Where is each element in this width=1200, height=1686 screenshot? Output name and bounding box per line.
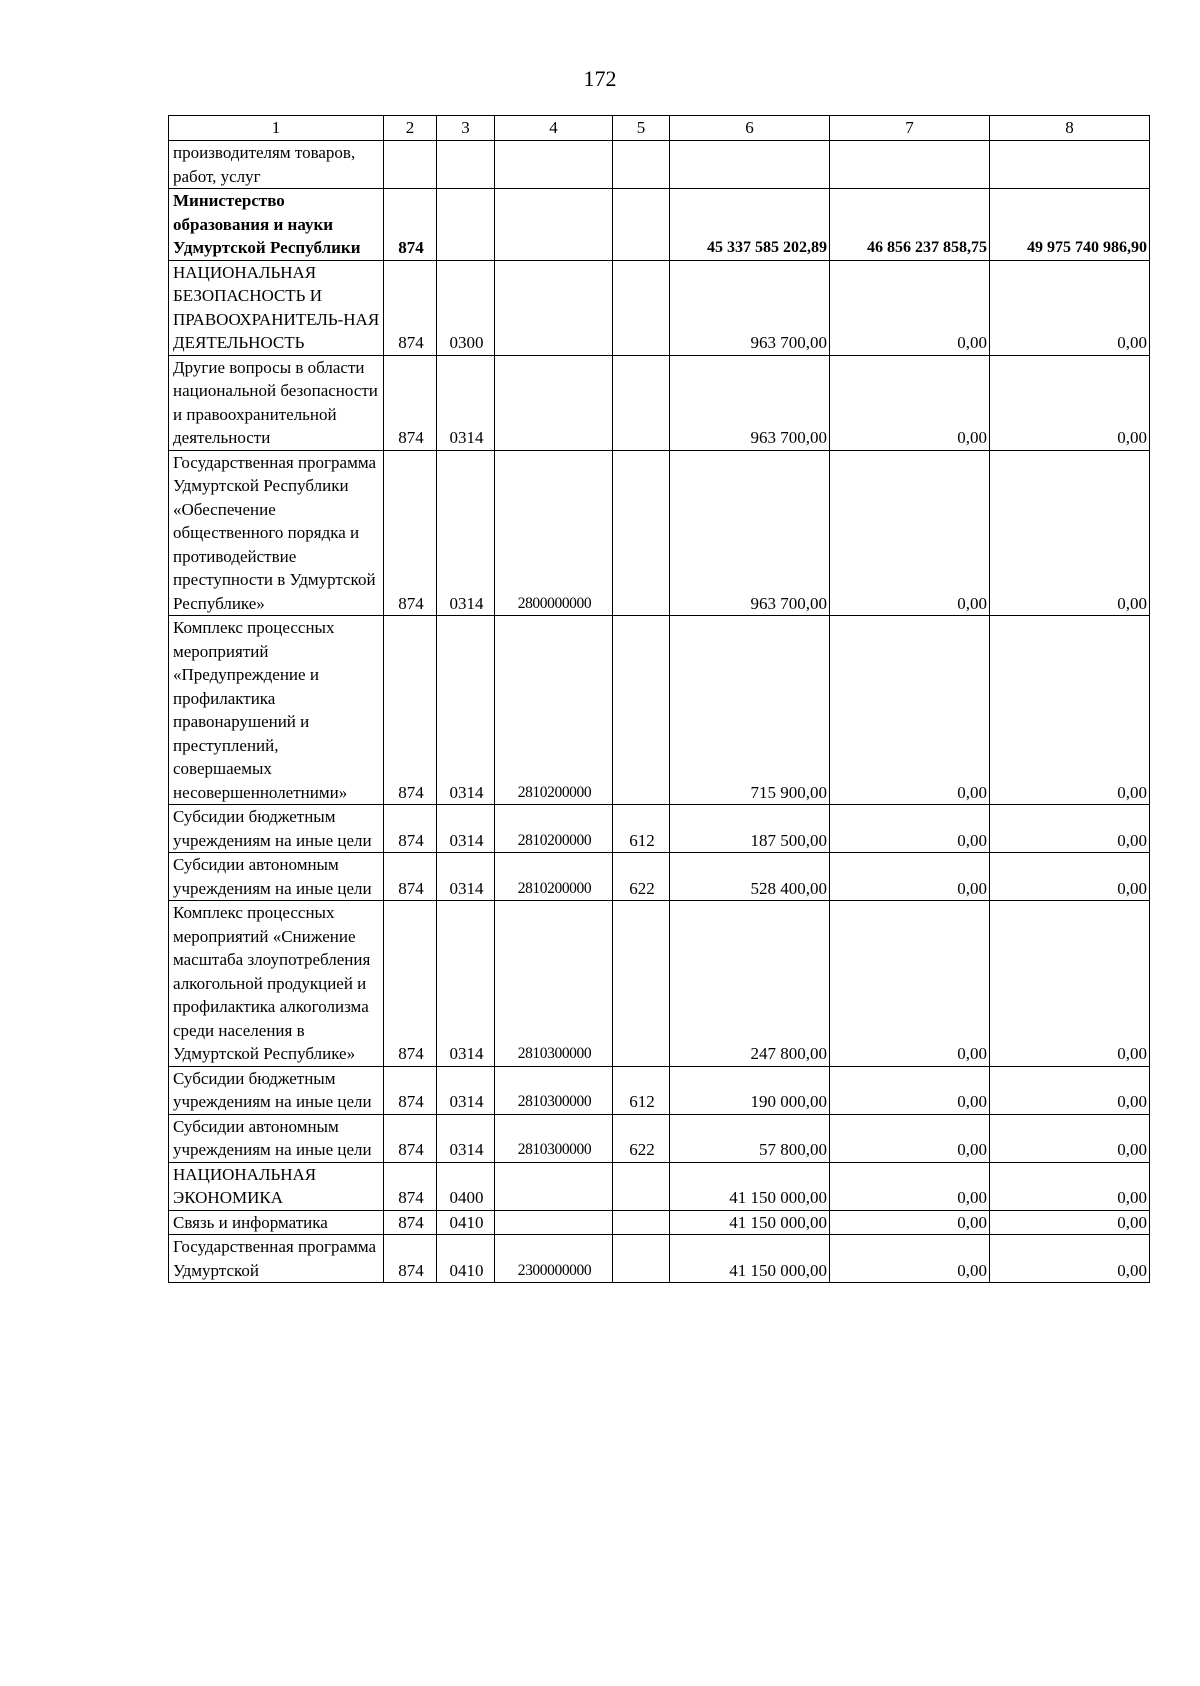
- ministry-code-cell: [384, 141, 437, 189]
- ministry-code-cell: 874: [384, 355, 437, 450]
- name-cell: Субсидии автономным учреждениям на иные цели: [169, 853, 384, 901]
- target-article-cell: 2810200000: [495, 853, 613, 901]
- amount-col7-cell: 0,00: [830, 1066, 990, 1114]
- name-cell: Субсидии бюджетным учреждениям на иные цели: [169, 805, 384, 853]
- amount-col6-cell: 41 150 000,00: [670, 1235, 830, 1283]
- target-article-cell: [495, 141, 613, 189]
- target-article-cell: [495, 189, 613, 261]
- amount-col6-cell: 190 000,00: [670, 1066, 830, 1114]
- amount-col7-cell: 0,00: [830, 1162, 990, 1210]
- amount-col7-cell: [830, 141, 990, 189]
- amount-col8-cell: 0,00: [990, 260, 1150, 355]
- ministry-code-cell: 874: [384, 189, 437, 261]
- amount-col7-cell: 0,00: [830, 260, 990, 355]
- page-number: 172: [583, 66, 617, 91]
- name-cell: Субсидии бюджетным учреждениям на иные цели: [169, 1066, 384, 1114]
- table-row: [169, 901, 1150, 1067]
- section-code-cell: 0314: [437, 1114, 495, 1162]
- ministry-code-cell: 874: [384, 1210, 437, 1235]
- target-article-cell: [495, 355, 613, 450]
- amount-col8-cell: 0,00: [990, 901, 1150, 1067]
- amount-col6-cell: 247 800,00: [670, 901, 830, 1067]
- expense-type-cell: [613, 141, 670, 189]
- target-article-cell: 2810200000: [495, 805, 613, 853]
- ministry-code-cell: 874: [384, 1162, 437, 1210]
- amount-col6-cell: 57 800,00: [670, 1114, 830, 1162]
- expense-type-cell: 622: [613, 853, 670, 901]
- expense-type-cell: [613, 616, 670, 805]
- amount-col8-cell: 0,00: [990, 1066, 1150, 1114]
- column-header: 2: [384, 116, 437, 141]
- ministry-code-cell: 874: [384, 1114, 437, 1162]
- target-article-cell: 2800000000: [495, 450, 613, 616]
- expense-type-cell: 612: [613, 805, 670, 853]
- table-row: [169, 616, 1150, 805]
- amount-col7-cell: 0,00: [830, 1114, 990, 1162]
- expense-type-cell: [613, 355, 670, 450]
- amount-col6-cell: 41 150 000,00: [670, 1210, 830, 1235]
- name-cell: Связь и информатика: [169, 1210, 384, 1235]
- amount-col7-cell: 0,00: [830, 355, 990, 450]
- name-cell: Другие вопросы в области национальной безопасности и правоохранительной деятельности: [169, 355, 384, 450]
- section-code-cell: 0410: [437, 1235, 495, 1283]
- section-code-cell: 0410: [437, 1210, 495, 1235]
- ministry-code-cell: 874: [384, 805, 437, 853]
- table-row: [169, 853, 1150, 901]
- amount-col6-cell: 45 337 585 202,89: [670, 189, 830, 261]
- expense-type-cell: [613, 260, 670, 355]
- section-code-cell: 0314: [437, 616, 495, 805]
- amount-col7-cell: 0,00: [830, 1235, 990, 1283]
- amount-col8-cell: 0,00: [990, 853, 1150, 901]
- amount-col7-cell: 0,00: [830, 616, 990, 805]
- amount-col6-cell: 963 700,00: [670, 260, 830, 355]
- table-row: [169, 1114, 1150, 1162]
- amount-col8-cell: 0,00: [990, 1235, 1150, 1283]
- table-row: [169, 450, 1150, 616]
- expense-type-cell: 622: [613, 1114, 670, 1162]
- target-article-cell: 2810300000: [495, 901, 613, 1067]
- column-header: 5: [613, 116, 670, 141]
- table-row: [169, 141, 1150, 189]
- table-row: [169, 189, 1150, 261]
- amount-col8-cell: 0,00: [990, 616, 1150, 805]
- target-article-cell: 2810200000: [495, 616, 613, 805]
- column-header: 7: [830, 116, 990, 141]
- table-row: [169, 1162, 1150, 1210]
- amount-col7-cell: 0,00: [830, 853, 990, 901]
- ministry-code-cell: 874: [384, 450, 437, 616]
- target-article-cell: 2300000000: [495, 1235, 613, 1283]
- name-cell: НАЦИОНАЛЬНАЯ БЕЗОПАСНОСТЬ И ПРАВООХРАНИТЕЛЬ-НАЯ ДЕЯТЕЛЬНОСТЬ: [169, 260, 384, 355]
- expense-type-cell: [613, 1210, 670, 1235]
- column-header: 6: [670, 116, 830, 141]
- ministry-code-cell: 874: [384, 1235, 437, 1283]
- name-cell: Субсидии автономным учреждениям на иные цели: [169, 1114, 384, 1162]
- section-code-cell: [437, 189, 495, 261]
- section-code-cell: 0314: [437, 901, 495, 1067]
- amount-col7-cell: 0,00: [830, 805, 990, 853]
- amount-col8-cell: 49 975 740 986,90: [990, 189, 1150, 261]
- amount-col8-cell: [990, 141, 1150, 189]
- target-article-cell: [495, 1162, 613, 1210]
- section-code-cell: 0314: [437, 355, 495, 450]
- expense-type-cell: 612: [613, 1066, 670, 1114]
- section-code-cell: 0300: [437, 260, 495, 355]
- table-row: [169, 1210, 1150, 1235]
- expense-type-cell: [613, 1235, 670, 1283]
- name-cell: Государственная программа Удмуртской Республики «Обеспечение общественного порядка и противодействие преступности в Удмуртской Республике»: [169, 450, 384, 616]
- table-row: [169, 260, 1150, 355]
- amount-col6-cell: 187 500,00: [670, 805, 830, 853]
- section-code-cell: [437, 141, 495, 189]
- amount-col8-cell: 0,00: [990, 1114, 1150, 1162]
- name-cell: НАЦИОНАЛЬНАЯ ЭКОНОМИКА: [169, 1162, 384, 1210]
- budget-table: [168, 115, 1150, 1283]
- column-header: 8: [990, 116, 1150, 141]
- ministry-code-cell: 874: [384, 1066, 437, 1114]
- table-row: [169, 1066, 1150, 1114]
- column-header: 3: [437, 116, 495, 141]
- amount-col8-cell: 0,00: [990, 1210, 1150, 1235]
- table-body: [169, 141, 1150, 1283]
- amount-col6-cell: 963 700,00: [670, 355, 830, 450]
- section-code-cell: 0314: [437, 853, 495, 901]
- column-header: 1: [169, 116, 384, 141]
- column-number-header: [169, 116, 1150, 141]
- expense-type-cell: [613, 189, 670, 261]
- name-cell: Комплекс процессных мероприятий «Предупреждение и профилактика правонарушений и преступлений, совершаемых несовершеннолетними»: [169, 616, 384, 805]
- name-cell: производителям товаров, работ, услуг: [169, 141, 384, 189]
- target-article-cell: 2810300000: [495, 1066, 613, 1114]
- section-code-cell: 0314: [437, 450, 495, 616]
- name-cell: Министерство образования и науки Удмуртской Республики: [169, 189, 384, 261]
- amount-col7-cell: 0,00: [830, 901, 990, 1067]
- amount-col6-cell: 528 400,00: [670, 853, 830, 901]
- ministry-code-cell: 874: [384, 853, 437, 901]
- table-row: [169, 1235, 1150, 1283]
- amount-col8-cell: 0,00: [990, 355, 1150, 450]
- amount-col7-cell: 0,00: [830, 1210, 990, 1235]
- amount-col6-cell: 715 900,00: [670, 616, 830, 805]
- section-code-cell: 0314: [437, 805, 495, 853]
- column-header: 4: [495, 116, 613, 141]
- section-code-cell: 0314: [437, 1066, 495, 1114]
- expense-type-cell: [613, 450, 670, 616]
- expense-type-cell: [613, 1162, 670, 1210]
- amount-col6-cell: 41 150 000,00: [670, 1162, 830, 1210]
- expense-type-cell: [613, 901, 670, 1067]
- amount-col8-cell: 0,00: [990, 805, 1150, 853]
- table-row: [169, 355, 1150, 450]
- amount-col8-cell: 0,00: [990, 1162, 1150, 1210]
- name-cell: Комплекс процессных мероприятий «Снижение масштаба злоупотребления алкогольной продукцией и профилактика алкоголизма среди населения в Удмуртской Республике»: [169, 901, 384, 1067]
- ministry-code-cell: 874: [384, 260, 437, 355]
- amount-col7-cell: 0,00: [830, 450, 990, 616]
- ministry-code-cell: 874: [384, 616, 437, 805]
- amount-col7-cell: 46 856 237 858,75: [830, 189, 990, 261]
- target-article-cell: 2810300000: [495, 1114, 613, 1162]
- amount-col6-cell: [670, 141, 830, 189]
- name-cell: Государственная программа Удмуртской: [169, 1235, 384, 1283]
- target-article-cell: [495, 1210, 613, 1235]
- target-article-cell: [495, 260, 613, 355]
- table-row: [169, 805, 1150, 853]
- amount-col6-cell: 963 700,00: [670, 450, 830, 616]
- section-code-cell: 0400: [437, 1162, 495, 1210]
- ministry-code-cell: 874: [384, 901, 437, 1067]
- amount-col8-cell: 0,00: [990, 450, 1150, 616]
